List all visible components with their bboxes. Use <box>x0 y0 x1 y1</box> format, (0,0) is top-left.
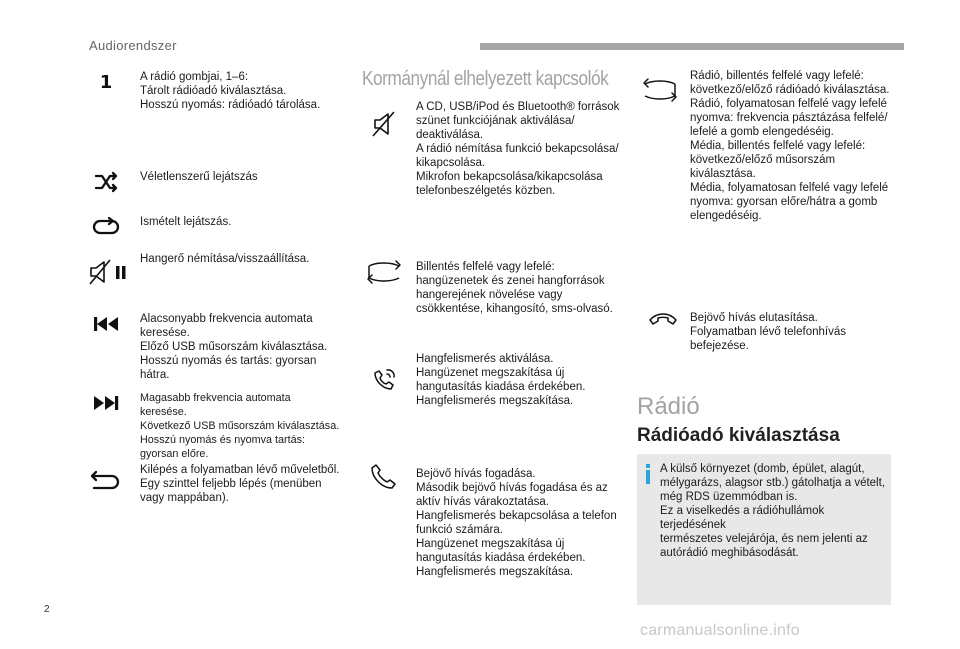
radio-section-title: Rádió <box>637 393 700 420</box>
mute-icon <box>366 110 402 138</box>
repeat-icon <box>88 213 124 241</box>
left-item-text: Véletlenszerű lejátszás <box>140 171 258 183</box>
phone-answer-icon <box>366 462 402 490</box>
left-item-text: Ismételt lejátszás. <box>140 216 232 228</box>
page-header-title: Audiorendszer <box>89 38 177 53</box>
middle-item-text: Hangfelismerés aktiválása. Hangüzenet megszakítása új hangutasítás kiadása érdekében. Hangfelismerés megszakítása. <box>416 353 586 407</box>
volume-toggle-icon <box>364 258 404 286</box>
station-toggle-icon <box>640 76 680 104</box>
right-item-text: Rádió, billentés felfelé vagy lefelé: következő/előző rádióadó kiválasztása. Rádió, folyamatosan felfelé vagy lefelé nyomva: frekvencia pásztázása felfelé/ lefelé a gomb elengedéséig. Média, billentés felfelé vagy lefelé: következő/előző műsorszám kiválasztása. Média, folyamatosan felfelé vagy lefelé nyomva: gyorsan előre/hátra a gomb elengedéséig. <box>690 70 890 222</box>
info-text: A külső környezet (domb, épület, alagút, mélygarázs, alagsor stb.) gátolhatja a vételt, még RDS üzemmódban is. Ez a viselkedés a rádióhullámok terjedésének természetes velejárója, és nem jelenti az autórádió meghibásodását. <box>660 463 886 559</box>
page-number: 2 <box>44 604 50 615</box>
middle-item-text: Bejövő hívás fogadása. Második bejövő hívás fogadása és az aktív hívás várakoztatása. Hangfelismerés bekapcsolása a telefon funkció számára. Hangüzenet megszakítása új hangutasítás kiadása érdekében. Hangfelismerés megszakítása. <box>416 468 617 578</box>
middle-item-text: Billentés felfelé vagy lefelé: hangüzenetek és zenei hangforrások hangerejének növelése vagy csökkentése, kihangosító, sms-olvasó. <box>416 261 613 315</box>
station-select-title: Rádióadó kiválasztása <box>637 425 840 446</box>
previous-track-icon <box>88 310 124 338</box>
left-item-text: A rádió gombjai, 1–6: Tárolt rádióadó kiválasztása. Hosszú nyomás: rádióadó tárolása. <box>140 71 321 111</box>
number-one-glyph: 1 <box>99 71 113 93</box>
shuffle-icon <box>88 168 124 196</box>
right-item-text: Bejövő hívás elutasítása. Folyamatban lévő telefonhívás befejezése. <box>690 312 846 352</box>
steering-controls-heading: Kormánynál elhelyezett kapcsolók <box>362 68 609 90</box>
header-divider-bar <box>480 43 904 50</box>
left-item-text: Kilépés a folyamatban lévő műveletből. Egy szinttel feljebb lépés (menüben vagy mappában). <box>140 464 340 504</box>
watermark: carmanualsonline.info <box>640 622 800 639</box>
voice-recognition-icon <box>366 366 402 394</box>
mute-pause-icon <box>86 258 130 286</box>
middle-item-text: A CD, USB/iPod és Bluetooth® források szünet funkciójának aktiválása/ deaktiválása. A rádió némítása funkció bekapcsolása/ kikapcsolása. Mikrofon bekapcsolása/kikapcsolása telefonbeszélgetés közben. <box>416 101 620 197</box>
left-item-text: Hangerő némítása/visszaállítása. <box>140 253 310 265</box>
left-item-text: Magasabb frekvencia automata keresése. Következő USB műsorszám kiválasztása. Hosszú nyomás és nyomva tartás: gyorsan előre. <box>140 392 340 460</box>
info-icon <box>645 464 651 484</box>
left-item-text: Alacsonyabb frekvencia automata keresése. Előző USB műsorszám kiválasztása. Hosszú nyomás és tartás: gyorsan hátra. <box>140 313 328 381</box>
back-return-icon <box>88 466 124 494</box>
number-one-icon <box>88 68 124 96</box>
phone-hangup-icon <box>645 305 681 333</box>
next-track-icon <box>88 389 124 417</box>
